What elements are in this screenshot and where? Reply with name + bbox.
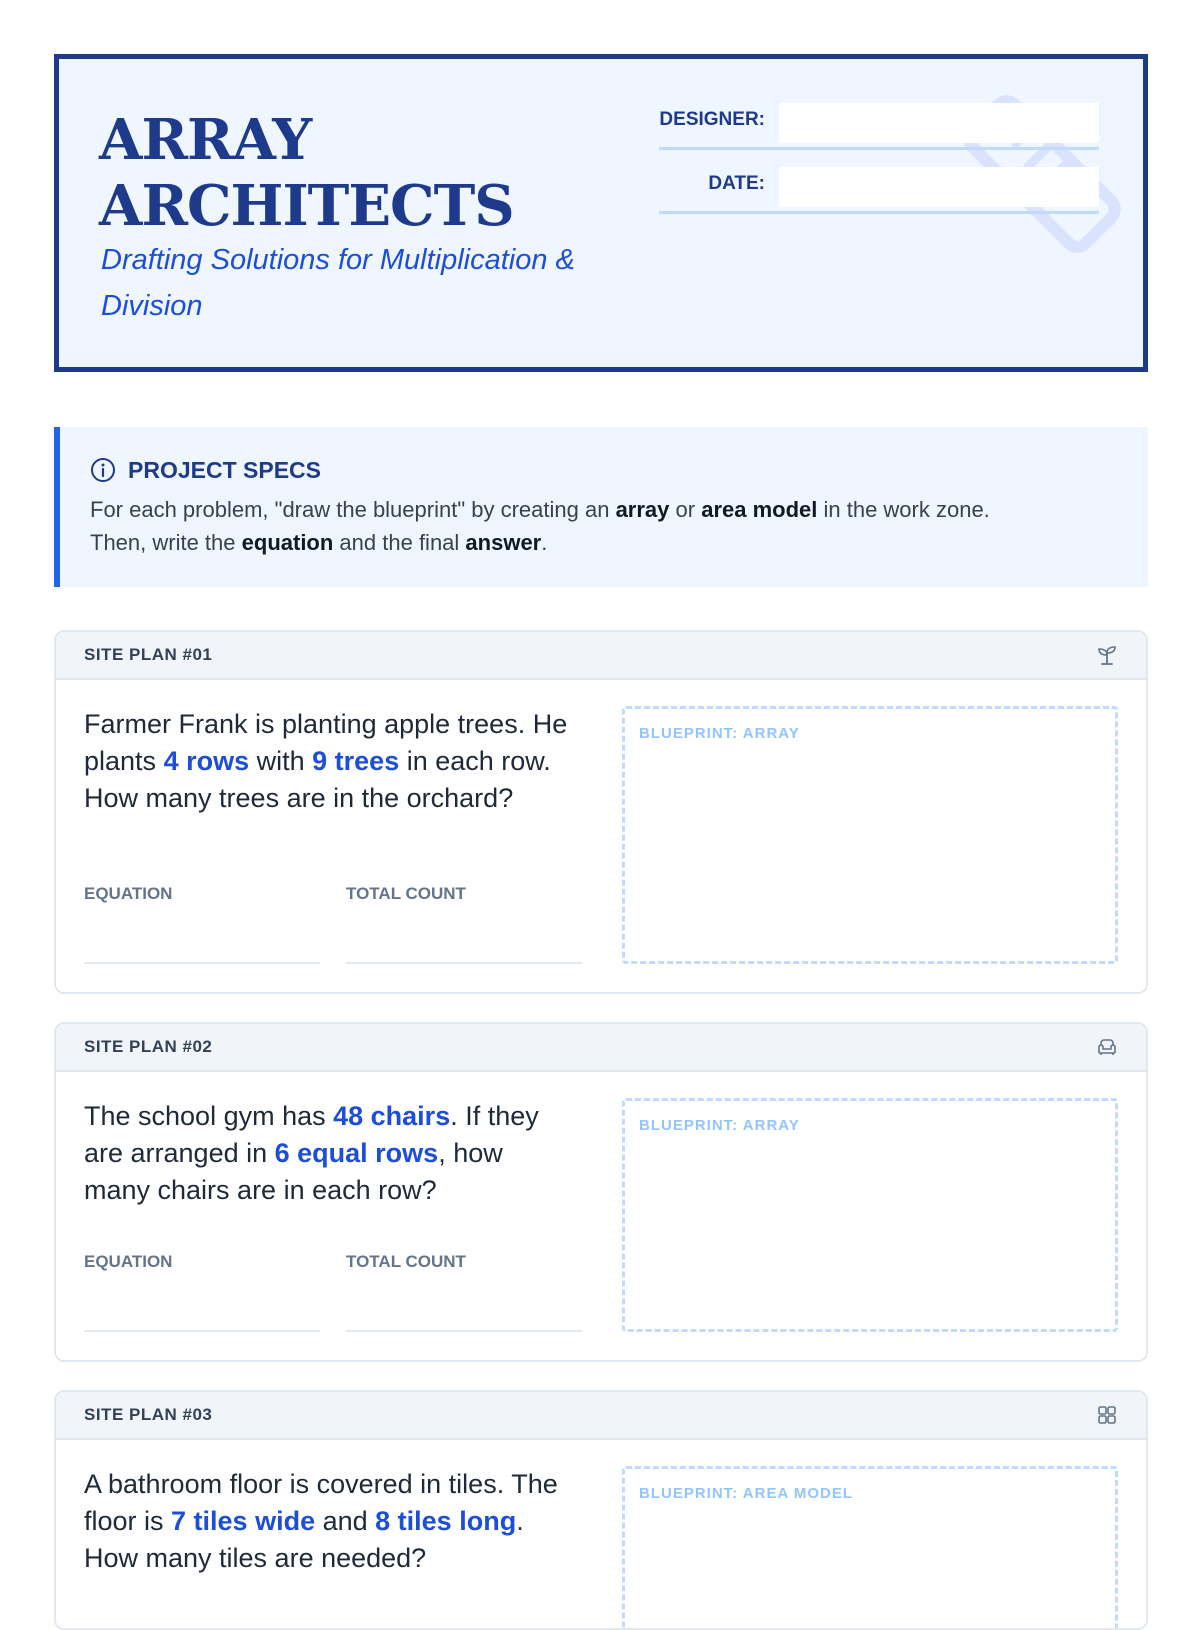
project-specs-callout <box>54 427 1148 587</box>
subtitle-line-2: Division <box>101 290 203 322</box>
total-count-answer-line[interactable] <box>346 1330 582 1332</box>
designer-label: DESIGNER: <box>659 109 765 130</box>
site-plan-card-02 <box>54 1022 1148 1362</box>
blueprint-work-zone[interactable] <box>622 706 1118 964</box>
problem-text-segment: . If they are arranged in <box>84 1101 539 1168</box>
card-label: SITE PLAN #01 <box>84 645 213 664</box>
blueprint-label: BLUEPRINT: ARRAY <box>639 1117 800 1134</box>
specs-line-2 <box>90 526 1130 559</box>
armchair-icon <box>1096 1036 1118 1058</box>
designer-field-row <box>659 103 1099 143</box>
equation-answer-line[interactable] <box>84 962 320 964</box>
date-input[interactable] <box>779 167 1099 207</box>
blueprint-work-zone[interactable] <box>622 1466 1118 1630</box>
subtitle-line-1: Drafting Solutions for Multiplication & <box>101 244 575 276</box>
specs-text-segment: Then, write the <box>90 530 242 555</box>
problem-highlight: 9 trees <box>312 746 400 776</box>
date-underline <box>659 211 1099 214</box>
equation-answer-line[interactable] <box>84 1330 320 1332</box>
date-field-row <box>659 167 1099 207</box>
card-header <box>56 1024 1146 1072</box>
site-plan-card-01 <box>54 630 1148 994</box>
site-plan-card-03 <box>54 1390 1148 1630</box>
title-line-1: ARRAY <box>99 107 312 173</box>
problem-text-segment: Farmer Frank is planting apple trees. He plants <box>84 709 568 776</box>
card-label: SITE PLAN #02 <box>84 1037 213 1056</box>
problem-text-segment: with <box>249 746 313 776</box>
specs-text-segment: in the work zone. <box>817 497 990 522</box>
page-subtitle <box>101 237 661 329</box>
total-count-label: TOTAL COUNT <box>346 884 466 903</box>
problem-text <box>84 1466 574 1577</box>
specs-emphasis-array: array <box>615 497 670 522</box>
specs-heading <box>90 455 321 485</box>
total-count-answer-line[interactable] <box>346 962 582 964</box>
total-count-label: TOTAL COUNT <box>346 1252 466 1271</box>
specs-emphasis-answer: answer <box>465 530 542 555</box>
specs-title: PROJECT SPECS <box>128 456 321 483</box>
specs-text-segment: or <box>669 497 702 522</box>
card-header <box>56 1392 1146 1440</box>
problem-highlight: 8 tiles long <box>375 1506 517 1536</box>
problem-text <box>84 706 574 817</box>
problem-text-segment: in each row. How many trees are in the orchard? <box>84 746 551 813</box>
blueprint-label: BLUEPRINT: AREA MODEL <box>639 1485 854 1502</box>
specs-emphasis-equation: equation <box>241 530 334 555</box>
designer-underline <box>659 147 1099 150</box>
problem-text-segment: . How many tiles are needed? <box>84 1506 524 1573</box>
problem-highlight: 7 tiles wide <box>171 1506 316 1536</box>
specs-text-segment: . <box>541 530 548 555</box>
specs-emphasis-area-model: area model <box>701 497 818 522</box>
specs-text-segment: and the final <box>333 530 466 555</box>
date-label: DATE: <box>708 173 765 194</box>
title-line-2: ARCHITECTS <box>99 173 514 239</box>
equation-label: EQUATION <box>84 1252 173 1271</box>
info-icon <box>90 457 116 483</box>
card-label: SITE PLAN #03 <box>84 1405 213 1424</box>
page-title <box>99 107 659 239</box>
specs-line-1 <box>90 493 1130 526</box>
blueprint-work-zone[interactable] <box>622 1098 1118 1332</box>
problem-text-segment: , how many chairs are in each row? <box>84 1138 503 1205</box>
blueprint-label: BLUEPRINT: ARRAY <box>639 725 800 742</box>
specs-instructions <box>90 493 1130 559</box>
card-header <box>56 632 1146 680</box>
specs-text-segment: For each problem, "draw the blueprint" by creating an <box>90 497 616 522</box>
problem-highlight: 4 rows <box>163 746 250 776</box>
problem-text-segment: A bathroom floor is covered in tiles. The floor is <box>84 1469 558 1536</box>
worksheet-header <box>54 54 1148 372</box>
problem-text <box>84 1098 574 1209</box>
problem-text-segment: and <box>315 1506 376 1536</box>
grid-icon <box>1096 1404 1118 1426</box>
problem-text-segment: The school gym has <box>84 1101 334 1131</box>
problem-highlight: 6 equal rows <box>274 1138 439 1168</box>
equation-label: EQUATION <box>84 884 173 903</box>
problem-highlight: 48 chairs <box>333 1101 451 1131</box>
sprout-icon <box>1096 644 1118 666</box>
designer-input[interactable] <box>779 103 1099 143</box>
